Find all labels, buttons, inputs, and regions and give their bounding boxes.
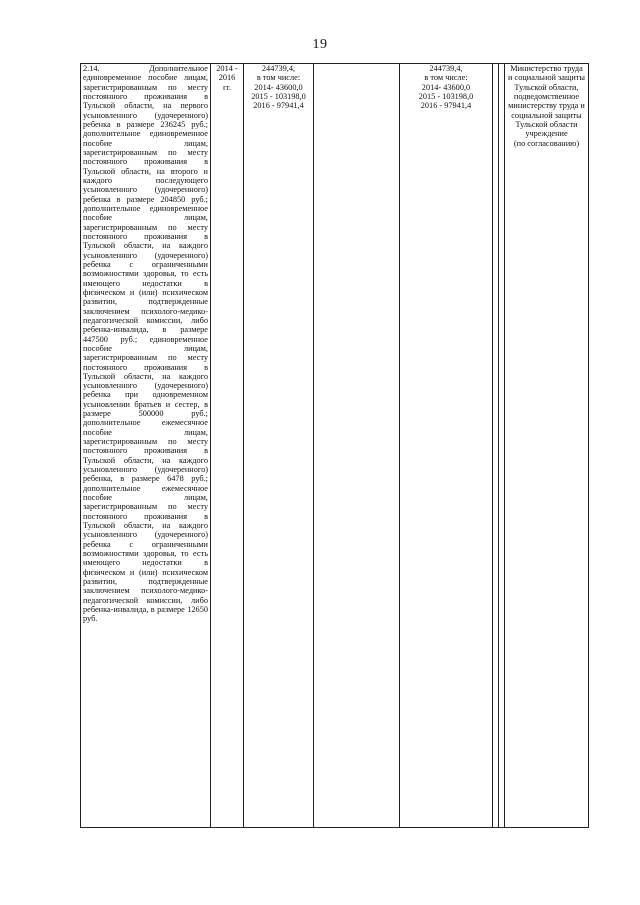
total-funding-cell: 244739,4, в том числе: 2014- 43600,0 2015 - 103198,0 2016 - 97941,4 xyxy=(244,64,314,828)
program-table xyxy=(80,63,589,828)
regional-budget-cell: 244739,4, в том числе: 2014- 43600,0 2015 - 103198,0 2016 - 97941,4 xyxy=(400,64,493,828)
page-number: 19 xyxy=(312,37,328,52)
federal-budget-cell xyxy=(314,64,400,828)
measure-cell: 2.14. Дополнительное единовременное пособие лицам, зарегистрированным по месту постоянного проживания в Тульской области, на первого усыновленного (удочеренного) ребенка в размере 236245 руб.; дополнительное единовременное пособие лицам, зарегистрированным по месту постоянного проживания в Тульской области, на второго и каждого последующего усыновленного (удочеренного) ребенка в размере 204850 руб.; дополнительное единовременное пособие лицам, зарегистрированным по месту постоянного проживания в Тульской области, на каждого усыновленного (удочеренного) ребенка с ограниченными возможностями здоровья, то есть имеющего недостатки в физическом и (или) психическом развитии, подтвержденные заключением психолого-медико-педагогической комиссии, либо ребенка-инвалида, в размере 447500 руб.; единовременное пособие лицам, зарегистрированным по месту постоянного проживания в Тульской области, на каждого усыновленного (удочеренного) ребенка при одновременном усыновлении братьев и сестер, в размере 500000 руб.; дополнительное ежемесячное пособие лицам, зарегистрированным по месту постоянного проживания в Тульской области, на каждого усыновленного (удочеренного) ребенка, в размере 6478 руб.; дополнительное ежемесячное пособие лицам, зарегистрированным по месту постоянного проживания в Тульской области, на каждого усыновленного (удочеренного) ребенка с ограниченными возможностями здоровья, то есть имеющего недостатки в физическом и (или) психическом развитии, подтвержденные заключением психолого-медико-педагогической комиссии, либо ребенка-инвалида, в размере 12650 руб. xyxy=(81,64,211,828)
executor-cell: Министерство труда и социальной защиты Тульской области, подведомственное министерству труда и социальной защиты Тульской области учреждение (по согласованию) xyxy=(505,64,589,828)
table-row xyxy=(81,64,589,828)
period-cell: 2014 - 2016 гг. xyxy=(211,64,244,828)
